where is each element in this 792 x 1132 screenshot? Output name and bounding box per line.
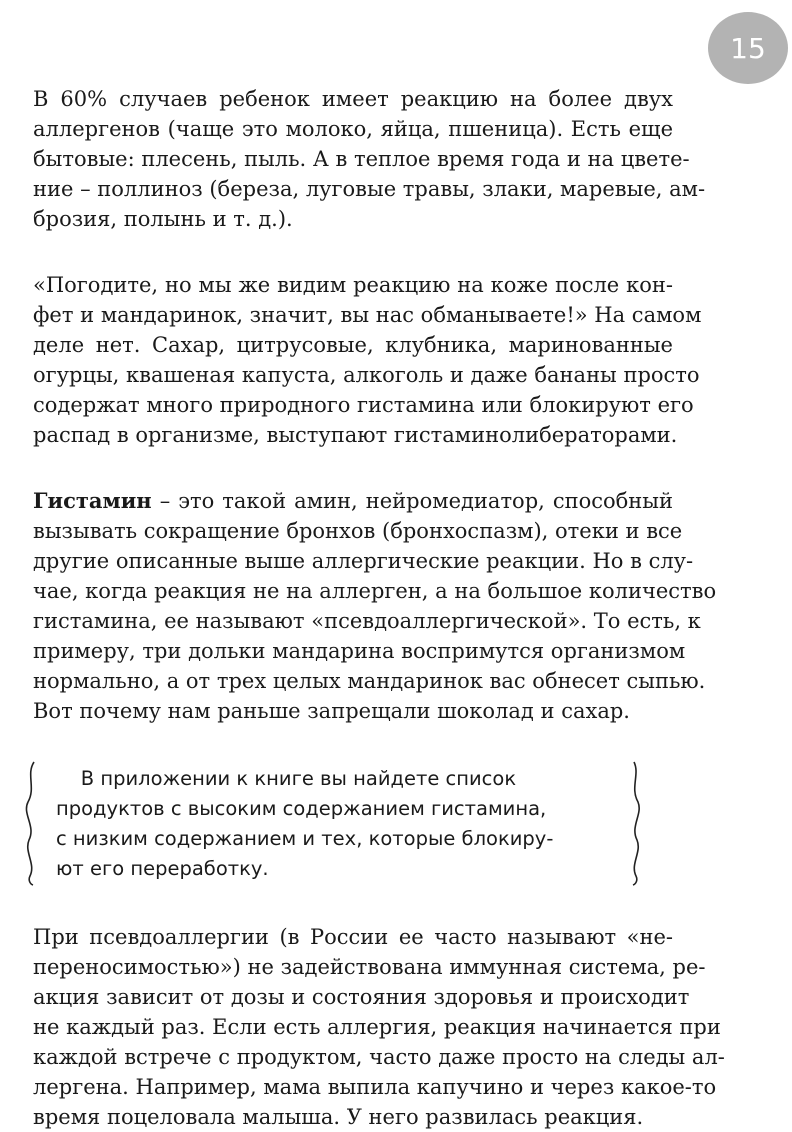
paragraph-allergens [33,84,706,234]
text-line: акция зависит от дозы и состояния здоровья и происходит [33,985,690,1009]
brace-right-icon [628,760,642,886]
paragraph-histamine [33,486,717,726]
text-line: огурцы, квашеная капуста, алкоголь и даже бананы просто [33,363,700,387]
text-line: время поцеловала малыша. У него развилась реакция. [33,1105,644,1129]
callout-line: В приложении к книге вы найдете список [56,767,517,790]
text-line: другие описанные выше аллергические реакции. Но в слу- [33,549,694,573]
brace-left-icon [24,760,38,886]
paragraph-quote [33,270,702,450]
text-line: бытовые: плесень, пыль. А в теплое время года и на цвете- [33,147,690,171]
text-line: При псевдоаллергии (в России ее часто называют «не- [33,925,673,949]
text-line: примеру, три дольки мандарина воспримутся организмом [33,639,686,663]
term-histamine: Гистамин [33,488,152,513]
text-line: нормально, а от трех целых мандаринок вас обнесет сыпью. [33,669,706,693]
text-line: вызывать сокращение бронхов (бронхоспазм), отеки и все [33,519,683,543]
text-line: деле нет. Сахар, цитрусовые, клубника, маринованные [33,333,673,357]
text-line: Вот почему нам раньше запрещали шоколад и сахар. [33,699,630,723]
text-line: чае, когда реакция не на аллерген, а на большое количество [33,579,717,603]
callout-box [24,760,644,890]
paragraph-pseudoallergy [33,922,725,1132]
text-line: ние – поллиноз (береза, луговые травы, злаки, маревые, ам- [33,177,706,201]
text-line: «Погодите, но мы же видим реакцию на коже после кон- [33,273,673,297]
text-line: В 60% случаев ребенок имеет реакцию на более двух [33,87,673,111]
text-line: фет и мандаринок, значит, вы нас обманываете!» На самом [33,303,702,327]
text-line: распад в организме, выступают гистаминолибераторами. [33,423,678,447]
page-number-badge: 15 [708,12,788,84]
text-line: лергена. Например, мама выпила капучино и через какое-то [33,1075,717,1099]
callout-line: продуктов с высоким содержанием гистамина, [56,797,547,820]
text-line: брозия, полынь и т. д.). [33,207,293,231]
text-line: аллергенов (чаще это молоко, яйца, пшеница). Есть еще [33,117,673,141]
text-line: переносимостью») не задействована иммунная система, ре- [33,955,706,979]
callout-line: с низким содержанием и тех, которые блокиру- [56,827,554,850]
callout-line: ют его переработку. [56,857,269,880]
text-line: содержат много природного гистамина или блокируют его [33,393,694,417]
text-line: гистамина, ее называют «псевдоаллергической». То есть, к [33,609,701,633]
text-line: не каждый раз. Если есть аллергия, реакция начинается при [33,1015,721,1039]
text-fragment: – это такой амин, нейромедиатор, способный [151,489,673,513]
text-line [33,486,673,516]
text-line: каждой встрече с продуктом, часто даже просто на следы ал- [33,1045,725,1069]
